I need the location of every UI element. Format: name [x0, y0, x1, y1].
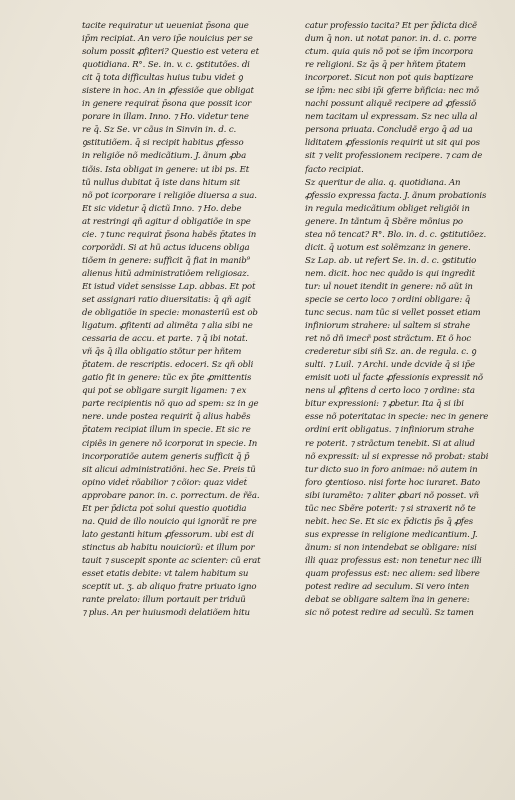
text-line: crederetur sibi siñ Sz. an. de regula. c. ꝯ — [305, 347, 476, 358]
text-line: persona priuata. Concludẽ ergo q̄ ad ua — [305, 125, 473, 136]
text-line: in genere requirat̄ p̄sona que possit icor — [82, 99, 252, 110]
text-line: re poterit. ⁊ strãctum tenebit. Si at aliud — [305, 438, 475, 449]
text-line: stinctus ab habitu nouiciorũ: et illum por — [82, 542, 255, 553]
text-line: solum possit ꝓfiteri? Questio est vetera et — [82, 47, 259, 58]
text-line: na. Quid de illo nouicio qui ignorãt̃ re pre — [82, 516, 257, 527]
text-line: vñ q̄s q̄ illa obligatio stõtur per hñtem — [82, 347, 242, 358]
text-line: tũ nullus dubitat q̄ iste dans hitum sit — [82, 177, 240, 188]
text-line: quam professus est: nec aliem: sed libere — [305, 568, 480, 579]
text-line: rante prelato: illum portauit per triduũ — [82, 595, 246, 606]
text-line: ordini erit obligatus. ⁊ infiniorum strahe — [305, 425, 474, 436]
text-line: opino videt̄ rõabilior ⁊ cõior: quaz videt̄ — [82, 477, 247, 488]
text-line: alienus h̄itũ administratiõem religiosaz. — [82, 268, 250, 279]
text-line: lato gestanti hitum ꝓfessorum. ubi est di — [82, 529, 254, 540]
text-line: de obligatiõe in specie: monasteriũ est ob — [82, 308, 258, 319]
text-line: sceptit ut. ʒ. ab aliquo fratre priuato igno — [82, 582, 257, 593]
text-line: nachi possunt aliquẽ recipere ad ꝓfessiõ — [305, 99, 476, 110]
text-line: ꝯstitutiõem. q̄ si recipit habitus ꝓfesso — [82, 138, 244, 149]
text-line: Sz queritur de alia. q. quotidiana. An — [305, 177, 461, 188]
text-line: cipiẽs in genere nõ icorporat in specie. In — [82, 438, 258, 449]
text-line: potest redire ad seculum. Si vero inten — [305, 582, 470, 593]
text-line: dicit. q̄ uotum est solẽmzanz in genere. — [305, 242, 471, 253]
text-line: ꝓfessio expressa facta. J. ãnum probationis — [305, 190, 487, 201]
text-line: re religioni. Sz q̄s q̄ per hñtem p̄tatem — [305, 60, 466, 71]
text-line: ret nõ dñ imecr̃ post strãctum. Et õ hoc — [305, 334, 472, 345]
text-line: specie se certo loco ⁊ ordini obligare: q̄ — [305, 294, 471, 305]
text-line: ip̄m recipiat. An vero ip̄e nouicius per se — [82, 34, 253, 45]
text-line: sit alicui administratiõni. hec Se. Preis tũ — [82, 464, 256, 475]
text-line: Et sic videtur q̄ dictũ Inno. ⁊ Ho. debe — [82, 203, 242, 214]
text-line: sibi iuramẽto: ⁊ aliter ꝓbari nõ posset. vñ — [305, 490, 479, 501]
text-line: qui pot̄ se obligare surgit ligamen: ⁊ ex — [82, 386, 247, 397]
text-line: nens ul̄ ꝓfitens d̄ certo loco ⁊ ordine: sta — [305, 386, 475, 397]
text-line: esse nõ poteritatac in specie: nec in genere — [305, 412, 489, 423]
text-line: Et per p̄dicta pot̄ solui questio quotidia — [82, 503, 247, 514]
text-line: parte recipientis nõ quo ad spem: sz in ge — [82, 399, 259, 410]
text-line: tũc nec Sbẽre poterit: ⁊ si straxerit nõ te — [305, 503, 476, 514]
text-line: cessaria de accu. et parte. ⁊ q̄ ibi notat̄. — [82, 334, 248, 345]
text-line: debat se obligare saltem ĩna in genere: — [305, 595, 470, 606]
text-line: catur professio tacita? Et per p̄dicta dicẽ — [305, 21, 477, 31]
text-line: tacite requiratur ut ueueniat p̄sona que — [82, 21, 249, 31]
text-line: nõ expressit: ul̄ si expresse nõ probat: stabi — [305, 451, 489, 462]
text-line: Sz Lap. ab. ut refert Se. in. d. c. ꝯstitutio — [305, 255, 477, 266]
text-line: sic nõ potest redire ad seculũ. Sz tamen — [305, 608, 474, 619]
text-line: nõ pot icorporare i religiõe diuersa a sua. — [82, 190, 257, 201]
text-line: tiõem in genere: sufficit q̄ fiat in manib⁹ — [82, 255, 250, 266]
text-line: nere. unde postea requirit̄ q̄ alius habẽs — [82, 412, 251, 423]
text-line: approbare panor. in. c. porrectum. de r̃ẽa. — [82, 490, 260, 501]
text-line: corporãdi. Si at hũ actus iducens obliga — [82, 242, 250, 253]
text-line: tunc secus. nam tũc si vellet posset etiam — [305, 308, 481, 319]
text-line: p̄tatem recipiat illum in specie. Et sic re — [82, 425, 251, 436]
text-line: set assignari ratio diuersitatis: q̄ qñ agit̄ — [82, 294, 251, 305]
text-line: emisit uoti ul̄ facte ꝓfessionis expressit nõ — [305, 373, 483, 384]
text-line: dum q̄ non. ut notat panor. in. d. c. porre — [305, 34, 477, 45]
text-line: incorporet. Sicut non pot̄ quis baptizare — [305, 73, 474, 84]
text-line: quotidiana. R°. Se. in. v. c. ꝯstitutões. di — [82, 60, 250, 71]
text-line: p̄tatem. de rescriptis. edoceri. Sz qñ obli — [82, 360, 254, 371]
text-line: se ip̄m: nec sibi ip̄i ꝯferre bñficia: nec mõ — [305, 86, 479, 97]
text-line: nem tacitam ul̄ expressam. Sz nec ulla al — [305, 112, 478, 123]
text-line: ligatum. ꝓfitenti ad alimẽta ⁊ alia sibi ne — [82, 321, 253, 332]
text-line: foro ꝯtentioso. nisi forte hoc iuraret. Bato — [305, 477, 481, 488]
text-line: incorporatiõe autem generis sufficit q̄ p̄ — [82, 451, 250, 462]
text-line: tiõis. Ista obligat in genere: ut ibi ps. Et — [82, 164, 250, 175]
text-line: sus expresse in religione medicantium. J. — [305, 529, 478, 540]
text-column-right — [305, 20, 505, 620]
text-line: bitur expressioni: ⁊ ꝓbetur. Ita q̄ si ibi — [305, 399, 464, 410]
text-line: nebit. hec Se. Et sic ex p̄dictis p̄s q̄ ꝓfes — [305, 516, 474, 527]
text-line: esset etatis debite: vt talem habitum su — [82, 568, 249, 579]
text-line: tur dicto suo in foro animae: nõ autem in — [305, 464, 478, 475]
text-line: porare in illam. Inno. ⁊ Ho. videtur tene — [82, 112, 249, 123]
text-line: stea nõ tencat? R°. Blo. in. d. c. ꝯstitutiõez. — [305, 229, 487, 240]
text-line: liditatem ꝓfessionis requirit̄ ut sit qui pos — [305, 138, 480, 149]
text-line: ⁊ plus. An per huiusmodi delatiõem hitu — [82, 608, 250, 619]
text-line: illi quaz professus est: non tenetur nec illi — [305, 555, 482, 566]
text-line: gatio fit in genere: tũc ex p̄te ꝓmittentis — [82, 373, 252, 384]
text-line: re q̄. Sz Se. vr cãus in Sinvin in. d. c. — [82, 125, 237, 136]
text-line: cit q̄ tota difficultas huius tubu videt̄ ꝯ — [82, 73, 243, 84]
text-line: genere. In tãntum q̄ Sbẽre mõnius po — [305, 216, 463, 227]
text-line: tur: ul̄ nouet itendit in genere: nõ aũt in — [305, 281, 473, 292]
text-line: facto recipiat. — [305, 164, 364, 175]
text-line: sulti. ⁊ Luil. ⁊ Archi. unde dcvide q̄ si ip̄e — [305, 360, 475, 371]
text-line: cie. ⁊ tunc requirat̄ p̄sona habẽs p̄tates in — [82, 229, 257, 240]
text-line: infiniorum strahere: ul̄ saltem si strahe — [305, 321, 471, 332]
text-line: nem. dicit. hoc nec quãdo is qui ingredit̄ — [305, 268, 475, 279]
text-line: sistere in hoc. An in ꝓfessiõe que obligat — [82, 86, 254, 97]
text-line: in religiõe nõ medicãtium. J. ãnum ꝓba — [82, 151, 247, 162]
text-line: in regula medicãtium obliget religiõi in — [305, 203, 470, 214]
text-column-left — [82, 20, 288, 620]
text-line: tauit ⁊ suscepit sponte ac scienter: cũ erat — [82, 555, 261, 566]
text-line: ãnum: si non intendebat se obligare: nisi — [305, 542, 477, 553]
text-line: sit ⁊ velit professionem recipere. ⁊ cam de — [305, 151, 483, 162]
text-line: at restringi qñ agitur d̄ obligatiõe in spe — [82, 216, 251, 227]
text-line: Et istud videt̄ sensisse Lap. abbas. Et pot̄ — [82, 281, 256, 292]
text-line: ctum. quia quis nõ pot̄ se ip̄m incorpora — [305, 47, 474, 58]
